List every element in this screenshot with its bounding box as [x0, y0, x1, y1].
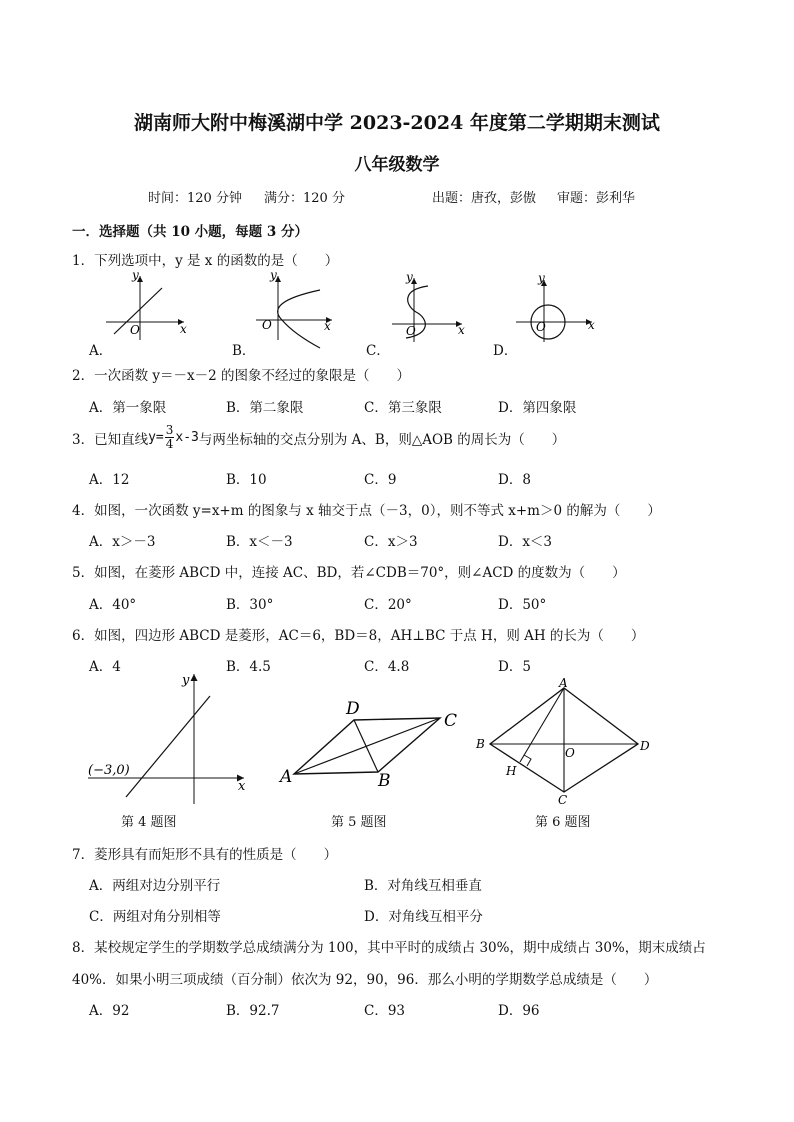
q1-b-origin-label: O — [262, 318, 272, 332]
fig6-C-label: C — [558, 793, 568, 807]
figure-5-caption: 第 5 题图 — [331, 815, 387, 830]
q1-c-origin-label: O — [406, 324, 416, 338]
q6-option-a: A．4 — [89, 659, 121, 675]
section-heading: 一．选择题（共 10 小题，每题 3 分） — [72, 224, 308, 240]
q1-a-origin-label: O — [130, 323, 140, 337]
q3-option-d: D．8 — [498, 472, 531, 488]
q8-option-b: B．92.7 — [226, 1003, 280, 1019]
figure-6 — [472, 674, 692, 808]
question-1-stem: 1．下列选项中，y 是 x 的函数的是（ ） — [72, 253, 339, 269]
fig4-y-label: y — [182, 673, 190, 688]
figure-4 — [88, 670, 258, 810]
q2-option-d: D．第四象限 — [498, 400, 577, 416]
exam-reviewer: 审题：彭利华 — [557, 191, 636, 206]
q1-a-y-label: y — [132, 268, 139, 282]
figure-6-caption: 第 6 题图 — [535, 815, 591, 830]
exam-time: 时间：120 分钟 — [148, 191, 242, 206]
fig4-point-label: (−3,0) — [88, 763, 130, 778]
q5-option-b: B．30° — [226, 597, 274, 613]
exam-title: 湖南师大附中梅溪湖中学 2023-2024 年度第二学期期末测试 — [134, 112, 660, 134]
q6-option-b: B．4.5 — [226, 659, 271, 675]
q1-graph-c — [388, 272, 488, 342]
q3-stem-y: y= — [148, 430, 164, 445]
q3-option-c: C．9 — [364, 472, 397, 488]
q4-option-c: C．x＞3 — [364, 534, 418, 550]
fig5-D-label: D — [346, 699, 360, 719]
q1-d-origin-label: O — [536, 320, 546, 334]
q3-stem-x: x-3 — [175, 430, 199, 445]
q7-option-a: A．两组对边分别平行 — [89, 878, 221, 894]
exam-score: 满分：120 分 — [264, 191, 345, 206]
q1-option-a: A． — [89, 343, 113, 359]
q1-option-b: B． — [232, 343, 256, 359]
q4-option-a: A．x＞－3 — [89, 534, 156, 550]
q1-b-y-label: y — [270, 268, 277, 282]
fig6-A-label: A — [559, 676, 568, 690]
question-8-stem-line1: 8．某校规定学生的学期数学总成绩满分为 100，其中平时的成绩占 30%，期中成绩占 30%，期末成绩占 — [72, 940, 706, 956]
q5-option-a: A．40° — [89, 597, 137, 613]
q3-stem-pre: 3．已知直线 — [72, 431, 149, 448]
q3-fraction — [165, 424, 175, 451]
q1-d-y-label: y — [538, 271, 545, 285]
figure-5 — [278, 698, 468, 798]
fig5-C-label: C — [444, 711, 458, 731]
q7-option-c: C．两组对角分别相等 — [89, 909, 221, 925]
fig4-x-label: x — [238, 779, 246, 794]
q3-frac-num: 3 — [165, 423, 174, 437]
q3-frac-den: 4 — [165, 437, 174, 451]
q3-option-b: B．10 — [226, 472, 267, 488]
q1-graph-d — [512, 270, 612, 340]
q4-option-d: D．x＜3 — [498, 534, 553, 550]
q2-option-a: A．第一象限 — [89, 400, 167, 416]
figure-4-caption: 第 4 题图 — [121, 815, 177, 830]
fig6-H-label: H — [506, 764, 517, 778]
q6-option-c: C．4.8 — [364, 659, 410, 675]
question-3-stem — [72, 424, 565, 451]
fig5-B-label: B — [378, 771, 391, 791]
q8-option-d: D．96 — [498, 1003, 540, 1019]
q4-option-b: B．x＜－3 — [226, 534, 293, 550]
q8-option-a: A．92 — [89, 1003, 130, 1019]
fig6-B-label: B — [476, 737, 485, 751]
exam-authors: 出题：唐孜，彭傲 — [432, 191, 537, 206]
q8-option-c: C．93 — [364, 1003, 406, 1019]
fig5-A-label: A — [280, 767, 293, 787]
fig6-D-label: D — [640, 739, 650, 753]
q1-b-x-label: x — [324, 319, 331, 333]
question-6-stem: 6．如图，四边形 ABCD 是菱形，AC＝6，BD＝8，AH⊥BC 于点 H，则 AH 的长为（ ） — [72, 628, 645, 644]
question-7-stem: 7．菱形具有而矩形不具有的性质是（ ） — [72, 847, 338, 863]
q1-option-d: D． — [493, 343, 518, 359]
q2-option-c: C．第三象限 — [364, 400, 442, 416]
exam-subtitle: 八年级数学 — [354, 155, 440, 175]
q5-option-c: C．20° — [364, 597, 412, 613]
q7-option-d: D．对角线互相平分 — [364, 909, 483, 925]
q5-option-d: D．50° — [498, 597, 547, 613]
question-4-stem: 4．如图，一次函数 y=x+m 的图象与 x 轴交于点（－3，0），则不等式 x+m＞0 的解为（ ） — [72, 503, 661, 519]
q3-stem-post: 与两坐标轴的交点分别为 A、B，则△AOB 的周长为（ ） — [198, 431, 566, 448]
question-8-stem-line2: 40%．如果小明三项成绩（百分制）依次为 92，90，96．那么小明的学期数学总成绩是（ ） — [72, 972, 658, 988]
q1-graph-a — [100, 268, 200, 342]
q6-option-d: D．5 — [498, 659, 531, 675]
q2-option-b: B．第二象限 — [226, 400, 304, 416]
q3-option-a: A．12 — [89, 472, 130, 488]
q1-a-x-label: x — [180, 322, 187, 336]
fig6-O-label: O — [565, 746, 575, 760]
question-5-stem: 5．如图，在菱形 ABCD 中，连接 AC、BD，若∠CDB＝70°，则∠ACD 的度数为（ ） — [72, 565, 626, 581]
q1-graph-b — [250, 268, 350, 342]
q7-option-b: B．对角线互相垂直 — [364, 878, 482, 894]
q1-c-x-label: x — [458, 323, 465, 337]
question-2-stem: 2．一次函数 y＝－x－2 的图象不经过的象限是（ ） — [72, 368, 411, 384]
q1-c-y-label: y — [406, 270, 413, 284]
q1-d-x-label: x — [588, 318, 595, 332]
q1-option-c: C． — [366, 343, 390, 359]
